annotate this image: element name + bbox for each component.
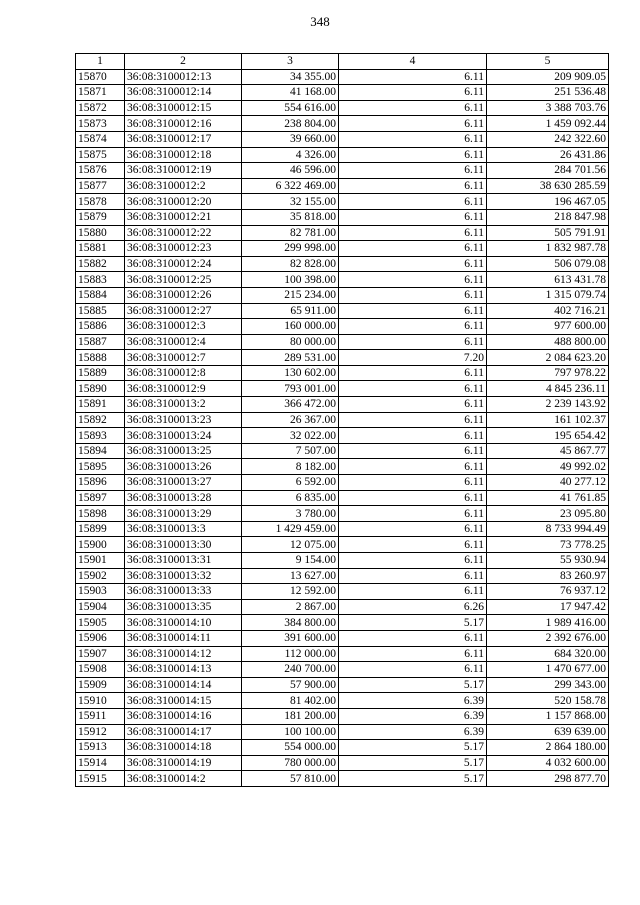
table-row (76, 272, 609, 288)
rate-value-cell: 6.11 (339, 272, 487, 288)
cadastral-value-cell: 1 470 677.00 (487, 662, 609, 678)
rate-value-cell: 6.11 (339, 209, 487, 225)
area-value-cell: 32 022.00 (242, 428, 339, 444)
cadastral-number-cell: 36:08:3100014:17 (125, 724, 242, 740)
area-value-cell: 181 200.00 (242, 708, 339, 724)
cadastral-value-cell: 8 733 994.49 (487, 521, 609, 537)
row-number-cell: 15897 (76, 490, 125, 506)
row-number-cell: 15871 (76, 85, 125, 101)
area-value-cell: 82 828.00 (242, 256, 339, 272)
area-value-cell: 130 602.00 (242, 365, 339, 381)
rate-value-cell: 6.11 (339, 568, 487, 584)
table-row (76, 662, 609, 678)
area-value-cell: 12 075.00 (242, 537, 339, 553)
area-value-cell: 57 810.00 (242, 771, 339, 787)
rate-value-cell: 6.11 (339, 397, 487, 413)
row-number-cell: 15875 (76, 147, 125, 163)
cadastral-value-cell: 639 639.00 (487, 724, 609, 740)
table-row (76, 584, 609, 600)
cadastral-number-cell: 36:08:3100014:18 (125, 740, 242, 756)
area-value-cell: 35 818.00 (242, 209, 339, 225)
cadastral-value-cell: 41 761.85 (487, 490, 609, 506)
cadastral-value-cell: 161 102.37 (487, 412, 609, 428)
cadastral-value-cell: 38 630 285.59 (487, 178, 609, 194)
cadastral-number-cell: 36:08:3100012:17 (125, 131, 242, 147)
table-row (76, 459, 609, 475)
area-value-cell: 46 596.00 (242, 163, 339, 179)
cadastral-number-cell: 36:08:3100013:3 (125, 521, 242, 537)
area-value-cell: 384 800.00 (242, 615, 339, 631)
table-row (76, 194, 609, 210)
table-row (76, 256, 609, 272)
rate-value-cell: 6.11 (339, 521, 487, 537)
cadastral-number-cell: 36:08:3100012:15 (125, 100, 242, 116)
rate-value-cell: 6.11 (339, 630, 487, 646)
cadastral-value-cell: 195 654.42 (487, 428, 609, 444)
cadastral-number-cell: 36:08:3100012:9 (125, 381, 242, 397)
cadastral-value-cell: 251 536.48 (487, 85, 609, 101)
cadastral-number-cell: 36:08:3100014:16 (125, 708, 242, 724)
area-value-cell: 13 627.00 (242, 568, 339, 584)
area-value-cell: 8 182.00 (242, 459, 339, 475)
cadastral-number-cell: 36:08:3100013:30 (125, 537, 242, 553)
rate-value-cell: 6.11 (339, 334, 487, 350)
table-row (76, 677, 609, 693)
rate-value-cell: 6.11 (339, 537, 487, 553)
row-number-cell: 15907 (76, 646, 125, 662)
area-value-cell: 554 616.00 (242, 100, 339, 116)
cadastral-value-cell: 506 079.08 (487, 256, 609, 272)
table-row (76, 303, 609, 319)
row-number-cell: 15895 (76, 459, 125, 475)
cadastral-number-cell: 36:08:3100013:27 (125, 475, 242, 491)
table-row (76, 334, 609, 350)
table-row (76, 630, 609, 646)
row-number-cell: 15914 (76, 755, 125, 771)
table-row (76, 69, 609, 85)
row-number-cell: 15879 (76, 209, 125, 225)
rate-value-cell: 6.39 (339, 693, 487, 709)
rate-value-cell: 6.11 (339, 475, 487, 491)
area-value-cell: 41 168.00 (242, 85, 339, 101)
row-number-cell: 15902 (76, 568, 125, 584)
page-number: 348 (310, 14, 330, 29)
area-value-cell: 160 000.00 (242, 319, 339, 335)
cadastral-number-cell: 36:08:3100012:27 (125, 303, 242, 319)
table-row (76, 521, 609, 537)
row-number-cell: 15915 (76, 771, 125, 787)
cadastral-value-cell: 284 701.56 (487, 163, 609, 179)
table-row (76, 568, 609, 584)
cadastral-value-cell: 505 791.91 (487, 225, 609, 241)
cadastral-number-cell: 36:08:3100012:24 (125, 256, 242, 272)
area-value-cell: 554 000.00 (242, 740, 339, 756)
row-number-cell: 15893 (76, 428, 125, 444)
row-number-cell: 15908 (76, 662, 125, 678)
cadastral-number-cell: 36:08:3100013:24 (125, 428, 242, 444)
table-row (76, 147, 609, 163)
row-number-cell: 15873 (76, 116, 125, 132)
row-number-cell: 15905 (76, 615, 125, 631)
rate-value-cell: 7.20 (339, 350, 487, 366)
area-value-cell: 112 000.00 (242, 646, 339, 662)
cadastral-value-cell: 40 277.12 (487, 475, 609, 491)
table-row (76, 287, 609, 303)
cadastral-number-cell: 36:08:3100012:13 (125, 69, 242, 85)
cadastral-number-cell: 36:08:3100013:25 (125, 443, 242, 459)
cadastral-value-cell: 977 600.00 (487, 319, 609, 335)
table-row (76, 724, 609, 740)
row-number-cell: 15912 (76, 724, 125, 740)
table-row (76, 475, 609, 491)
cadastral-number-cell: 36:08:3100014:10 (125, 615, 242, 631)
table-row (76, 443, 609, 459)
area-value-cell: 9 154.00 (242, 553, 339, 569)
cadastral-value-cell: 298 877.70 (487, 771, 609, 787)
cadastral-value-cell: 2 084 623.20 (487, 350, 609, 366)
column-header: 1 (76, 54, 125, 70)
cadastral-number-cell: 36:08:3100013:23 (125, 412, 242, 428)
cadastral-number-cell: 36:08:3100014:12 (125, 646, 242, 662)
rate-value-cell: 6.11 (339, 287, 487, 303)
row-number-cell: 15888 (76, 350, 125, 366)
row-number-cell: 15889 (76, 365, 125, 381)
rate-value-cell: 6.11 (339, 241, 487, 257)
table-row (76, 350, 609, 366)
row-number-cell: 15909 (76, 677, 125, 693)
cadastral-number-cell: 36:08:3100014:15 (125, 693, 242, 709)
cadastral-value-table (75, 53, 609, 787)
table-row (76, 131, 609, 147)
cadastral-number-cell: 36:08:3100012:22 (125, 225, 242, 241)
cadastral-number-cell: 36:08:3100012:7 (125, 350, 242, 366)
table-body (76, 69, 609, 786)
rate-value-cell: 6.11 (339, 100, 487, 116)
rate-value-cell: 6.11 (339, 646, 487, 662)
area-value-cell: 238 804.00 (242, 116, 339, 132)
cadastral-value-cell: 797 978.22 (487, 365, 609, 381)
cadastral-number-cell: 36:08:3100013:28 (125, 490, 242, 506)
rate-value-cell: 6.11 (339, 490, 487, 506)
area-value-cell: 240 700.00 (242, 662, 339, 678)
area-value-cell: 366 472.00 (242, 397, 339, 413)
rate-value-cell: 5.17 (339, 755, 487, 771)
row-number-cell: 15904 (76, 599, 125, 615)
row-number-cell: 15882 (76, 256, 125, 272)
cadastral-value-cell: 1 315 079.74 (487, 287, 609, 303)
row-number-cell: 15876 (76, 163, 125, 179)
rate-value-cell: 6.11 (339, 303, 487, 319)
cadastral-number-cell: 36:08:3100012:3 (125, 319, 242, 335)
rate-value-cell: 6.11 (339, 443, 487, 459)
row-number-cell: 15898 (76, 506, 125, 522)
table-row (76, 178, 609, 194)
row-number-cell: 15906 (76, 630, 125, 646)
row-number-cell: 15885 (76, 303, 125, 319)
row-number-cell: 15896 (76, 475, 125, 491)
row-number-cell: 15903 (76, 584, 125, 600)
rate-value-cell: 6.11 (339, 85, 487, 101)
cadastral-value-cell: 76 937.12 (487, 584, 609, 600)
rate-value-cell: 6.26 (339, 599, 487, 615)
area-value-cell: 26 367.00 (242, 412, 339, 428)
area-value-cell: 81 402.00 (242, 693, 339, 709)
cadastral-value-cell: 3 388 703.76 (487, 100, 609, 116)
rate-value-cell: 6.11 (339, 178, 487, 194)
table-row (76, 599, 609, 615)
cadastral-number-cell: 36:08:3100013:26 (125, 459, 242, 475)
table-row (76, 365, 609, 381)
table-row (76, 209, 609, 225)
area-value-cell: 100 398.00 (242, 272, 339, 288)
column-header: 4 (339, 54, 487, 70)
table-row (76, 615, 609, 631)
area-value-cell: 793 001.00 (242, 381, 339, 397)
row-number-cell: 15887 (76, 334, 125, 350)
row-number-cell: 15886 (76, 319, 125, 335)
table-row (76, 490, 609, 506)
cadastral-value-cell: 2 392 676.00 (487, 630, 609, 646)
table-header-row (76, 54, 609, 70)
rate-value-cell: 6.11 (339, 553, 487, 569)
area-value-cell: 780 000.00 (242, 755, 339, 771)
table-row (76, 241, 609, 257)
area-value-cell: 289 531.00 (242, 350, 339, 366)
area-value-cell: 6 592.00 (242, 475, 339, 491)
cadastral-number-cell: 36:08:3100012:26 (125, 287, 242, 303)
table-row (76, 755, 609, 771)
table-row (76, 116, 609, 132)
row-number-cell: 15874 (76, 131, 125, 147)
cadastral-value-cell: 45 867.77 (487, 443, 609, 459)
cadastral-number-cell: 36:08:3100012:4 (125, 334, 242, 350)
column-header: 2 (125, 54, 242, 70)
cadastral-number-cell: 36:08:3100012:23 (125, 241, 242, 257)
table-row (76, 553, 609, 569)
rate-value-cell: 6.11 (339, 225, 487, 241)
rate-value-cell: 6.39 (339, 724, 487, 740)
table-row (76, 740, 609, 756)
area-value-cell: 100 100.00 (242, 724, 339, 740)
cadastral-number-cell: 36:08:3100014:14 (125, 677, 242, 693)
area-value-cell: 299 998.00 (242, 241, 339, 257)
cadastral-value-cell: 73 778.25 (487, 537, 609, 553)
cadastral-number-cell: 36:08:3100013:2 (125, 397, 242, 413)
cadastral-number-cell: 36:08:3100013:29 (125, 506, 242, 522)
column-header: 5 (487, 54, 609, 70)
row-number-cell: 15880 (76, 225, 125, 241)
rate-value-cell: 5.17 (339, 615, 487, 631)
row-number-cell: 15911 (76, 708, 125, 724)
cadastral-number-cell: 36:08:3100013:33 (125, 584, 242, 600)
rate-value-cell: 5.17 (339, 771, 487, 787)
cadastral-number-cell: 36:08:3100012:16 (125, 116, 242, 132)
rate-value-cell: 6.11 (339, 412, 487, 428)
cadastral-value-cell: 23 095.80 (487, 506, 609, 522)
rate-value-cell: 6.11 (339, 365, 487, 381)
cadastral-value-cell: 1 459 092.44 (487, 116, 609, 132)
table-row (76, 646, 609, 662)
cadastral-value-cell: 2 864 180.00 (487, 740, 609, 756)
cadastral-value-cell: 4 845 236.11 (487, 381, 609, 397)
cadastral-number-cell: 36:08:3100012:14 (125, 85, 242, 101)
cadastral-value-cell: 218 847.98 (487, 209, 609, 225)
row-number-cell: 15884 (76, 287, 125, 303)
area-value-cell: 12 592.00 (242, 584, 339, 600)
area-value-cell: 80 000.00 (242, 334, 339, 350)
rate-value-cell: 6.11 (339, 662, 487, 678)
row-number-cell: 15878 (76, 194, 125, 210)
area-value-cell: 32 155.00 (242, 194, 339, 210)
table-row (76, 397, 609, 413)
table-row (76, 693, 609, 709)
rate-value-cell: 6.11 (339, 163, 487, 179)
cadastral-number-cell: 36:08:3100014:13 (125, 662, 242, 678)
table-row (76, 319, 609, 335)
rate-value-cell: 6.11 (339, 131, 487, 147)
row-number-cell: 15892 (76, 412, 125, 428)
row-number-cell: 15891 (76, 397, 125, 413)
rate-value-cell: 6.11 (339, 428, 487, 444)
rate-value-cell: 6.39 (339, 708, 487, 724)
area-value-cell: 7 507.00 (242, 443, 339, 459)
table-row (76, 428, 609, 444)
table-row (76, 163, 609, 179)
rate-value-cell: 6.11 (339, 147, 487, 163)
cadastral-number-cell: 36:08:3100013:35 (125, 599, 242, 615)
table-row (76, 100, 609, 116)
cadastral-value-cell: 17 947.42 (487, 599, 609, 615)
cadastral-number-cell: 36:08:3100014:11 (125, 630, 242, 646)
cadastral-value-cell: 402 716.21 (487, 303, 609, 319)
rate-value-cell: 6.11 (339, 459, 487, 475)
cadastral-value-cell: 1 989 416.00 (487, 615, 609, 631)
cadastral-value-cell: 684 320.00 (487, 646, 609, 662)
cadastral-value-cell: 209 909.05 (487, 69, 609, 85)
area-value-cell: 4 326.00 (242, 147, 339, 163)
cadastral-value-cell: 196 467.05 (487, 194, 609, 210)
row-number-cell: 15899 (76, 521, 125, 537)
cadastral-value-cell: 49 992.02 (487, 459, 609, 475)
cadastral-number-cell: 36:08:3100014:2 (125, 771, 242, 787)
rate-value-cell: 5.17 (339, 740, 487, 756)
cadastral-value-cell: 26 431.86 (487, 147, 609, 163)
cadastral-value-cell: 4 032 600.00 (487, 755, 609, 771)
row-number-cell: 15890 (76, 381, 125, 397)
rate-value-cell: 5.17 (339, 677, 487, 693)
area-value-cell: 65 911.00 (242, 303, 339, 319)
cadastral-value-cell: 242 322.60 (487, 131, 609, 147)
column-header: 3 (242, 54, 339, 70)
table-row (76, 708, 609, 724)
cadastral-number-cell: 36:08:3100012:2 (125, 178, 242, 194)
row-number-cell: 15901 (76, 553, 125, 569)
cadastral-number-cell: 36:08:3100014:19 (125, 755, 242, 771)
rate-value-cell: 6.11 (339, 319, 487, 335)
cadastral-number-cell: 36:08:3100012:8 (125, 365, 242, 381)
cadastral-number-cell: 36:08:3100012:25 (125, 272, 242, 288)
rate-value-cell: 6.11 (339, 381, 487, 397)
area-value-cell: 6 322 469.00 (242, 178, 339, 194)
rate-value-cell: 6.11 (339, 256, 487, 272)
area-value-cell: 215 234.00 (242, 287, 339, 303)
table-row (76, 771, 609, 787)
row-number-cell: 15883 (76, 272, 125, 288)
cadastral-number-cell: 36:08:3100012:19 (125, 163, 242, 179)
table-row (76, 412, 609, 428)
cadastral-value-cell: 2 239 143.92 (487, 397, 609, 413)
cadastral-number-cell: 36:08:3100012:18 (125, 147, 242, 163)
area-value-cell: 82 781.00 (242, 225, 339, 241)
cadastral-value-cell: 1 832 987.78 (487, 241, 609, 257)
rate-value-cell: 6.11 (339, 506, 487, 522)
row-number-cell: 15872 (76, 100, 125, 116)
table-row (76, 381, 609, 397)
cadastral-value-cell: 299 343.00 (487, 677, 609, 693)
area-value-cell: 6 835.00 (242, 490, 339, 506)
table-row (76, 506, 609, 522)
area-value-cell: 1 429 459.00 (242, 521, 339, 537)
area-value-cell: 34 355.00 (242, 69, 339, 85)
area-value-cell: 57 900.00 (242, 677, 339, 693)
cadastral-number-cell: 36:08:3100013:31 (125, 553, 242, 569)
area-value-cell: 391 600.00 (242, 630, 339, 646)
cadastral-number-cell: 36:08:3100012:20 (125, 194, 242, 210)
row-number-cell: 15900 (76, 537, 125, 553)
row-number-cell: 15894 (76, 443, 125, 459)
table-row (76, 225, 609, 241)
row-number-cell: 15913 (76, 740, 125, 756)
row-number-cell: 15877 (76, 178, 125, 194)
cadastral-value-cell: 83 260.97 (487, 568, 609, 584)
rate-value-cell: 6.11 (339, 69, 487, 85)
row-number-cell: 15910 (76, 693, 125, 709)
rate-value-cell: 6.11 (339, 584, 487, 600)
table-row (76, 537, 609, 553)
row-number-cell: 15881 (76, 241, 125, 257)
table-row (76, 85, 609, 101)
cadastral-value-cell: 488 800.00 (487, 334, 609, 350)
cadastral-number-cell: 36:08:3100012:21 (125, 209, 242, 225)
area-value-cell: 2 867.00 (242, 599, 339, 615)
rate-value-cell: 6.11 (339, 194, 487, 210)
cadastral-value-cell: 55 930.94 (487, 553, 609, 569)
rate-value-cell: 6.11 (339, 116, 487, 132)
cadastral-value-cell: 613 431.78 (487, 272, 609, 288)
cadastral-number-cell: 36:08:3100013:32 (125, 568, 242, 584)
cadastral-value-cell: 1 157 868.00 (487, 708, 609, 724)
area-value-cell: 39 660.00 (242, 131, 339, 147)
row-number-cell: 15870 (76, 69, 125, 85)
cadastral-value-cell: 520 158.78 (487, 693, 609, 709)
area-value-cell: 3 780.00 (242, 506, 339, 522)
